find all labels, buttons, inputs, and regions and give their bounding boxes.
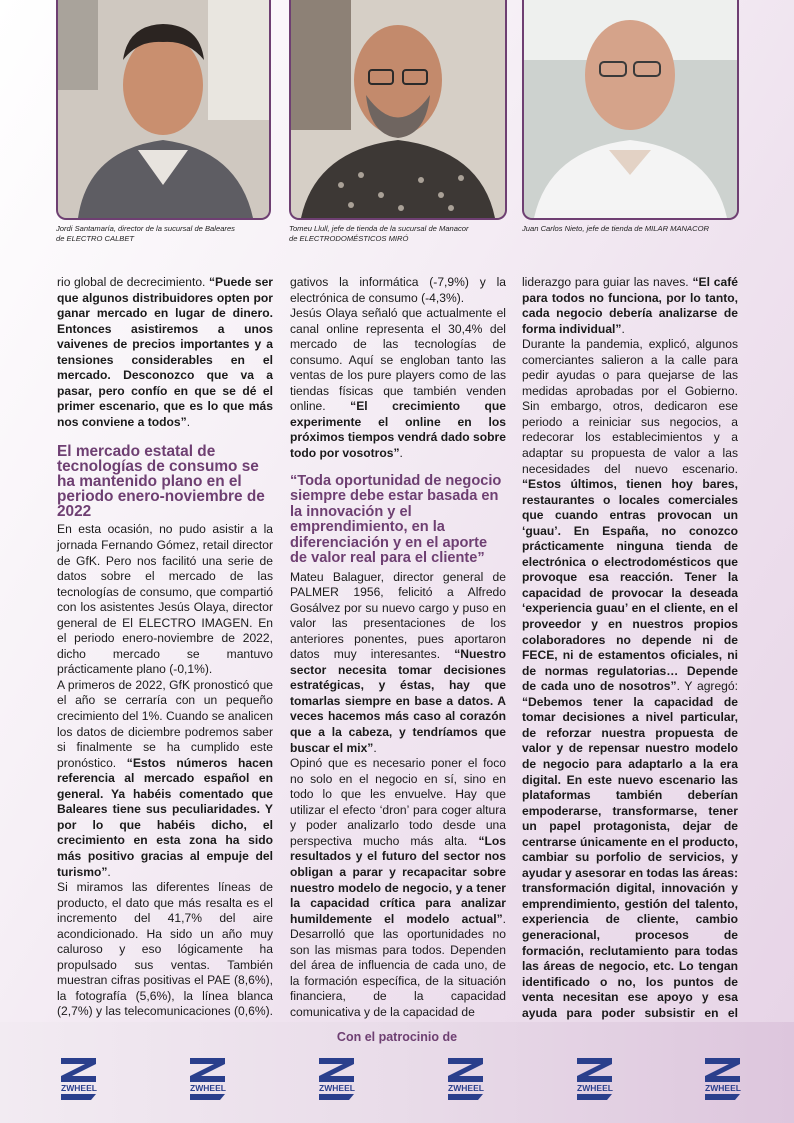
zwheel-logo-icon xyxy=(700,1054,746,1102)
col1-paragraph-1 xyxy=(57,275,273,430)
zwheel-logo-icon xyxy=(314,1054,360,1102)
col3-p2-mid: . Y agregó: xyxy=(676,679,738,694)
col3-p1-end: . xyxy=(621,321,625,336)
caption-1-line1: Jordi Santamaría, director de la sucursal de Baleares xyxy=(56,224,235,233)
col3-p2-quote: “Estos últimos, tienen hoy bares, restaurantes o locales comerciales que cuando entras provocan un ‘guau’. En España, no conozco prácticamente ninguna tienda de electrónica o electrodomésticos que provoque esa reacción. Tener la capacidad de provocar la deseada ‘experiencia guau’ en el cliente, en el proveedor y en nuestros propios colaboradores no depende ni de FECE, ni de estamentos oficiales, ni de normas regulatorias… Depende de cada uno de nosotros” xyxy=(522,477,738,694)
caption-2-line1: Tomeu Llull, jefe de tienda de la sucursal de Manacor xyxy=(289,224,469,233)
zwheel-logo-5 xyxy=(572,1054,618,1102)
col2-p4-quote: “Los resultados y el futuro del sector nos obligan a parar y recapacitar sobre nuestro modelo de negocio, y a tener la capacidad crítica para analizar humildemente el modelo actual” xyxy=(290,833,506,926)
zwheel-logo-1 xyxy=(56,1054,102,1102)
col2-p2-end: . xyxy=(399,446,403,461)
zwheel-logo-icon xyxy=(56,1054,102,1102)
portrait-3-image xyxy=(524,0,737,218)
zwheel-logo-2 xyxy=(185,1054,231,1102)
col2-paragraph-3 xyxy=(290,570,506,757)
col1-p1-text: rio global de decrecimiento. xyxy=(57,275,209,289)
col2-p3-text: Mateu Balaguer, director general de PALMER 1956, felicitó a Alfredo Gosálvez por su nuevo cargo y puso en valor las presentaciones de los anteriores ponentes, pues aportaron datos muy interesantes. xyxy=(290,569,506,662)
col1-paragraph-3 xyxy=(57,678,273,880)
zwheel-logo-text: ZWHEEL xyxy=(448,1083,484,1093)
col2-paragraph-4 xyxy=(290,756,506,1020)
col3-p1-quote: “El café para todos no funciona, por lo tanto, cada negocio debería analizarse de forma individual” xyxy=(522,275,738,336)
col1-paragraph-2: En esta ocasión, no pudo asistir a la jornada Fernando Gómez, retail director de GfK. Pero nos facilitó una serie de datos sobre el mercado de las tecnologías de consumo, que compartió con los asistentes Jesús Olaya, director general de El ELECTRO IMAGEN. En el periodo enero-noviembre de 2022, dicho mercado se mantuvo prácticamente plano (-0,1%). xyxy=(57,522,273,677)
col1-p1-end: . xyxy=(186,414,191,429)
zwheel-logo-4 xyxy=(443,1054,489,1102)
zwheel-logo-text: ZWHEEL xyxy=(319,1083,355,1093)
col2-paragraph-1: gativos la informática (-7,9%) y la electrónica de consumo (-4,3%). xyxy=(290,275,506,305)
zwheel-logo-text: ZWHEEL xyxy=(61,1083,97,1093)
photo-caption-3 xyxy=(522,224,742,234)
article-column-2 xyxy=(290,275,506,1020)
col1-p1-quote: “Puede ser que algunos distribuidores opten por ganar mercado en lugar de dinero. Entonces asistiremos a unos vaivenes de precios importantes y a tensiones considerables en el mercado. Desconozco que va a pasar, pero confío en que se dé el primer escenario, que es lo que más nos conviene a todos” xyxy=(57,275,274,429)
caption-2-line2: de ELECTRODOMÉSTICOS MIRÓ xyxy=(289,234,409,243)
zwheel-logo-text: ZWHEEL xyxy=(705,1083,741,1093)
section-heading-mercado: El mercado estatal de tecnologías de consumo se ha mantenido plano en el periodo enero-noviembre de 2022 xyxy=(57,443,265,521)
col2-p4-text: Opinó que es necesario poner el foco no solo en el negocio en sí, sino en todo lo que les envuelve. Hay que utilizar el efecto ‘dron’ para coger altura y poder analizarlo todo desde una perspectiva mucho más alta. xyxy=(290,756,506,848)
zwheel-logo-icon xyxy=(443,1054,489,1102)
photo-tomeu-llull xyxy=(289,0,507,220)
col2-p3-end: . xyxy=(373,740,377,755)
col3-paragraph-1 xyxy=(522,275,738,337)
col3-p2-quote-2: “Debemos tener la capacidad de tomar decisiones a nivel particular, de reforzar nuestra propuesta de valor y de repensar nuestro modelo de negocio para adaptarlo a la era digital. En este nuevo escenario las plataformas también deberían empoderarse, transformarse, tener un papel protagonista, dejar de centrarse únicamente en el producto, cambiar su porfolio de servicios, y ayudar y asesorar en todas las áreas: transformación digital, innovación y emprendimiento, gestión del talento, experiencia de cliente, cambio generacional, procesos de formación, reclutamiento para todas las áreas de negocio, etc. Lo tengan identificado o no, los puntos de venta necesitan ese apoyo y esa ayuda para poder subsistir en el xyxy=(522,694,738,1020)
caption-3-line1: Juan Carlos Nieto, jefe de tienda de MILAR MANACOR xyxy=(522,224,709,233)
col3-p2-text: Durante la pandemia, explicó, algunos comerciantes salieron a la calle para pedir ayudas o para quejarse de las medidas aprobadas por el Gobierno. Sin embargo, otros, dedicaron ese periodo a reiniciar sus negocios, a redecorar los establecimientos y a adaptar su propuesta de valor a las necesidades del nuevo escenario. xyxy=(522,337,738,476)
portrait-1-image xyxy=(58,0,269,218)
zwheel-logo-3 xyxy=(314,1054,360,1102)
col3-p1-text: liderazgo para guiar las naves. xyxy=(522,275,693,289)
zwheel-logo-6 xyxy=(700,1054,746,1102)
sponsor-title: Con el patrocinio de xyxy=(336,1030,458,1044)
col2-paragraph-2 xyxy=(290,306,506,461)
section-heading-oportunidad: “Toda oportunidad de negocio siempre debe estar basada en la innovación y el emprendimiento, en la diferenciación y en el aporte de valor real para el cliente” xyxy=(290,472,502,567)
photo-caption-2 xyxy=(289,224,509,244)
photo-caption-1 xyxy=(56,224,271,244)
zwheel-logo-text: ZWHEEL xyxy=(190,1083,226,1093)
article-column-1 xyxy=(57,275,273,1036)
col1-paragraph-4: Si miramos las diferentes líneas de producto, el dato que más resalta es el incremento del 41,7% del aire acondicionado. Ha sido un año muy caluroso y eso lógicamente ha propulsado sus ventas. También muestran cifras positivas el PAE (8,6%), la fotografía (5,6%), la línea blanca (2,7%) y las telecomunicaciones (0,6%). xyxy=(57,880,273,1019)
article-column-3 xyxy=(522,275,738,1037)
col3-paragraph-2 xyxy=(522,337,738,1037)
col2-p2-text: Jesús Olaya señaló que actualmente el canal online representa el 30,4% del mercado de las tecnologías de consumo. Aquí se engloban tanto las ventas de los pure players como de las tiendas físicas que también venden online. xyxy=(290,306,506,414)
caption-1-line2: de ELECTRO CALBET xyxy=(56,234,135,243)
col2-p3-quote: “Nuestro sector necesita tomar decisiones estratégicas, y éstas, hay que tomarlas siempre en base a datos. A veces hacemos más caso al corazón que a la cabeza, y tendríamos que buscar el mix” xyxy=(290,647,506,755)
col2-p4-end: . Desarrolló que las oportunidades no son las mismas para todos. Dependen del área de influencia de cada uno, de la formación específica, de la situación financiera, de la capacidad comunicativa y de la capacidad de xyxy=(290,911,506,1019)
col1-p3-quote: “Estos números hacen referencia al mercado español en general. Ya habéis comentado que Baleares tiene sus peculiaridades. Y por lo que habéis dicho, el crecimiento en esta zona ha sido más positivo gracias al empuje del turismo” xyxy=(57,755,273,879)
photo-jordi-santamaria xyxy=(56,0,271,220)
col2-p2-quote: “El crecimiento que experimente el online en los próximos tiempos vendrá dado sobre todo por vosotros” xyxy=(290,399,506,461)
photo-juan-carlos-nieto xyxy=(522,0,739,220)
col1-p3-end: . xyxy=(107,864,111,879)
col1-p3-text: A primeros de 2022, GfK pronosticó que el año se cerraría con un pequeño crecimiento del 1%. Cuando se analicen los datos de diciembre podremos saber si finalmente se ha cumplido este pronóstico. xyxy=(57,677,273,770)
zwheel-logo-text: ZWHEEL xyxy=(577,1083,613,1093)
portrait-2-image xyxy=(291,0,505,218)
zwheel-logo-icon xyxy=(185,1054,231,1102)
zwheel-logo-icon xyxy=(572,1054,618,1102)
